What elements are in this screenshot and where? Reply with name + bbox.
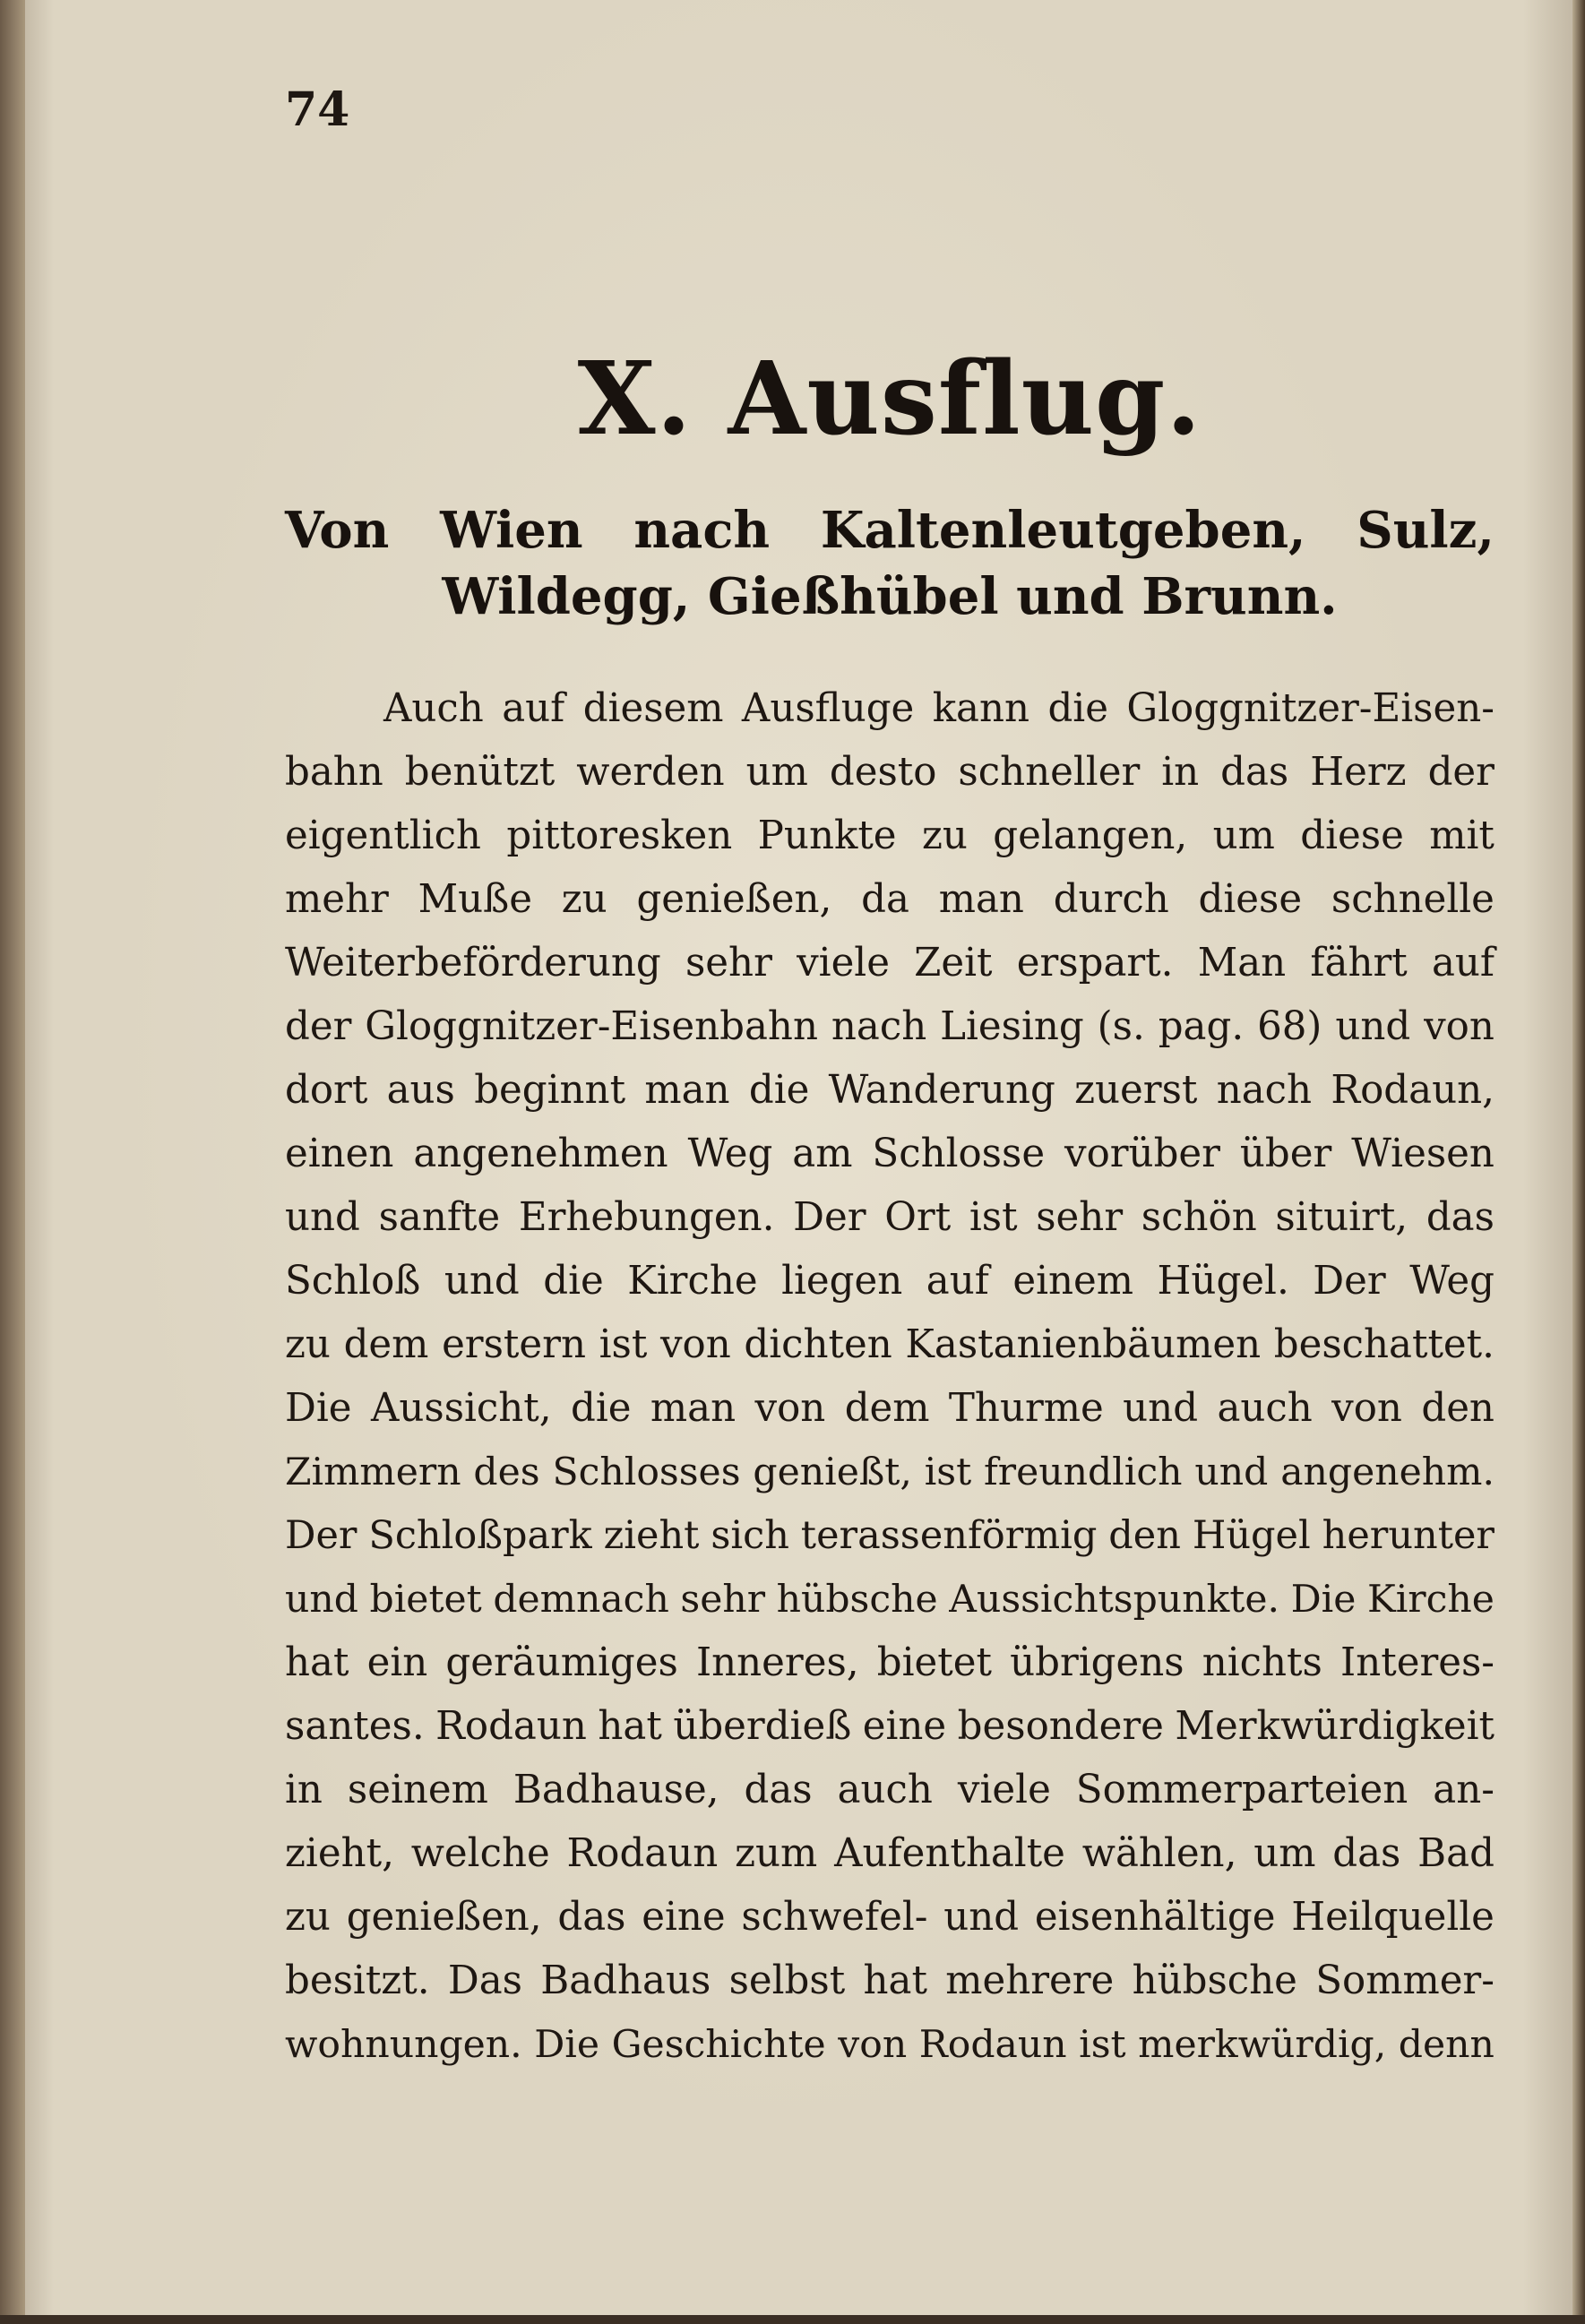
word: Schloß [285, 1259, 421, 1304]
text-line [285, 1377, 1495, 1441]
word: überdieß [673, 1704, 852, 1749]
word: Thurme [948, 1386, 1104, 1431]
word: in [285, 1768, 323, 1812]
word: von [1424, 1004, 1495, 1049]
page-edge [1572, 0, 1585, 2324]
word: Die [1290, 1578, 1357, 1622]
word: erspart. [1016, 941, 1174, 986]
word: von [754, 1386, 826, 1431]
word: nichts [1202, 1640, 1322, 1685]
word: Wiesen [1351, 1132, 1495, 1176]
word: da [861, 877, 909, 922]
word: zu [285, 1895, 331, 1940]
word: benützt [404, 750, 556, 795]
text-line [285, 1313, 1495, 1377]
word: Rodaun [918, 2023, 1067, 2067]
word: Sommer- [1315, 1958, 1495, 2003]
word: hübsche [1132, 1958, 1297, 2003]
word: an- [1433, 1768, 1495, 1812]
text-line [285, 1059, 1495, 1123]
word: Schlosses [552, 1450, 741, 1494]
word: Rodaun [435, 1704, 587, 1749]
word: 68) [1257, 1004, 1322, 1049]
word: merkwürdig, [1138, 2023, 1387, 2067]
word: Kirche [1366, 1578, 1495, 1622]
word: Die [285, 1386, 352, 1431]
word: (s. [1097, 1004, 1145, 1049]
text-line [285, 868, 1495, 932]
word: am [792, 1132, 853, 1176]
word: eisenhältige [1034, 1895, 1276, 1940]
word: von [838, 2023, 908, 2067]
word: die [1047, 686, 1108, 731]
word: und [444, 1259, 520, 1304]
word: selbst [728, 1958, 846, 2003]
word: Der [793, 1195, 866, 1240]
page-bottom-edge [0, 2315, 1585, 2324]
text-line [285, 1759, 1495, 1822]
word: Hügel. [1157, 1259, 1289, 1304]
word: hat [863, 1958, 927, 2003]
word: Weg [687, 1132, 773, 1176]
word: Die [534, 2023, 600, 2067]
word: des [473, 1450, 540, 1494]
word: nach [1216, 1068, 1313, 1113]
word: sehr [1036, 1195, 1124, 1240]
word: fährt [1310, 941, 1408, 986]
word: die [571, 1386, 632, 1431]
word: Der [1313, 1259, 1386, 1304]
word: übrigens [1010, 1640, 1184, 1685]
word: angenehmen [413, 1132, 668, 1176]
word: ist [969, 1195, 1018, 1240]
subtitle-word: Wien [440, 501, 583, 560]
word: besitzt. [285, 1958, 430, 2003]
word: mit [1429, 813, 1495, 858]
word: nach [831, 1004, 927, 1049]
word: und [1335, 1004, 1411, 1049]
word: Wanderung [828, 1068, 1055, 1113]
text-line [285, 1186, 1495, 1250]
word: das [1332, 1831, 1401, 1876]
subtitle-word: Kaltenleutgeben, [820, 501, 1306, 560]
subtitle-line-2: Wildegg, Gießhübel und Brunn. [442, 567, 1338, 626]
word: seinem [347, 1768, 488, 1812]
word: von [659, 1322, 731, 1367]
chapter-title: X. Ausflug. [577, 340, 1202, 458]
word: Der [285, 1513, 357, 1558]
word: eine [862, 1704, 947, 1749]
word: Auch [383, 686, 484, 731]
word: denn [1398, 2023, 1495, 2067]
word: auf [1431, 941, 1495, 986]
word: genießt, [753, 1450, 912, 1494]
word: schön [1141, 1195, 1257, 1240]
word: genießen, [346, 1895, 542, 1940]
word: um [1253, 1831, 1316, 1876]
word: der [1427, 750, 1495, 795]
word: den [1108, 1513, 1181, 1558]
word: viele [797, 941, 890, 986]
word: diese [1198, 877, 1303, 922]
word: in [1161, 750, 1200, 795]
word: terassenförmig [800, 1513, 1098, 1558]
word: angenehm. [1280, 1450, 1495, 1494]
binding-edge [0, 0, 25, 2324]
word: vorüber [1064, 1132, 1220, 1176]
word: und [1123, 1386, 1199, 1431]
word: freundlich [984, 1450, 1183, 1494]
word: um [1212, 813, 1275, 858]
word: ist [599, 1322, 648, 1367]
word: hat [285, 1640, 349, 1685]
word: der [285, 1004, 352, 1049]
text-line [285, 1441, 1495, 1504]
word: eine [642, 1895, 726, 1940]
word: Inneres, [695, 1640, 859, 1685]
text-line [285, 1504, 1495, 1568]
word: Muße [418, 877, 532, 922]
word: Zimmern [285, 1450, 461, 1494]
word: Badhause, [513, 1768, 719, 1812]
word: über [1239, 1132, 1332, 1176]
word: schneller [958, 750, 1141, 795]
word: pittoresken [506, 813, 733, 858]
word: Aussichtspunkte. [949, 1578, 1280, 1622]
text-line [285, 1822, 1495, 1886]
word: man [650, 1386, 737, 1431]
word: Bad [1417, 1831, 1495, 1876]
word: bietet [369, 1578, 482, 1622]
word: werden [576, 750, 725, 795]
word: viele [957, 1768, 1051, 1812]
word: diesem [582, 686, 724, 731]
word: welche [410, 1831, 550, 1876]
word: sich [711, 1513, 789, 1558]
word: santes. [285, 1704, 425, 1749]
word: bietet [876, 1640, 992, 1685]
word: und [285, 1578, 358, 1622]
word: hat [598, 1704, 662, 1749]
word: diese [1300, 813, 1404, 858]
word: Erhebungen. [518, 1195, 775, 1240]
word: Punkte [757, 813, 897, 858]
word: Kastanienbäumen [905, 1322, 1262, 1367]
word: gelangen, [993, 813, 1188, 858]
word: zuerst [1074, 1068, 1198, 1113]
word: zum [735, 1831, 818, 1876]
text-line [285, 1950, 1495, 2013]
text-line [285, 805, 1495, 868]
word: zieht, [285, 1831, 394, 1876]
word: auf [502, 686, 565, 731]
word: demnach [493, 1578, 669, 1622]
word: Gloggnitzer-Eisenbahn [365, 1004, 818, 1049]
word: Gloggnitzer-Eisen- [1126, 686, 1495, 731]
word: dort [285, 1068, 368, 1113]
word: Badhaus [540, 1958, 711, 2003]
word: die [748, 1068, 810, 1113]
word: liegen [781, 1259, 903, 1304]
word: geräumiges [445, 1640, 678, 1685]
word: um [745, 750, 808, 795]
word: von [1331, 1386, 1402, 1431]
word: das [744, 1768, 813, 1812]
word: das [1220, 750, 1289, 795]
word: Rodaun [566, 1831, 719, 1876]
text-line [285, 995, 1495, 1059]
text-line [285, 1631, 1495, 1695]
text-line [285, 1123, 1495, 1186]
word: das [557, 1895, 626, 1940]
page-number: 74 [285, 82, 350, 137]
subtitle-word: Von [285, 501, 390, 560]
word: schnelle [1331, 877, 1495, 922]
word: ein [366, 1640, 428, 1685]
chapter-subtitle [285, 497, 1495, 630]
word: Das [447, 1958, 522, 2003]
text-line [285, 741, 1495, 805]
word: Zeit [914, 941, 993, 986]
word: sehr [685, 941, 772, 986]
word: bahn [285, 750, 383, 795]
subtitle-line-1 [285, 497, 1495, 564]
word: einen [285, 1132, 394, 1176]
word: Ort [884, 1195, 952, 1240]
word: eigentlich [285, 813, 481, 858]
word: Aussicht, [370, 1386, 552, 1431]
word: wählen, [1081, 1831, 1237, 1876]
word: zu [921, 813, 968, 858]
word: Rodaun, [1331, 1068, 1495, 1113]
word: Schloßpark [368, 1513, 592, 1558]
text-line [285, 1695, 1495, 1759]
text-line [285, 932, 1495, 995]
word: sanfte [378, 1195, 501, 1240]
word: den [1421, 1386, 1495, 1431]
text-line [285, 677, 1495, 741]
word: situirt, [1275, 1195, 1408, 1240]
word: herunter [1322, 1513, 1495, 1558]
word: Liesing [940, 1004, 1084, 1049]
word: wohnungen. [285, 2023, 522, 2067]
word: Weiterbeförderung [285, 941, 661, 986]
word: zu [561, 877, 607, 922]
word: auf [926, 1259, 989, 1304]
word: und [1194, 1450, 1269, 1494]
word: einem [1012, 1259, 1133, 1304]
word: erstern [442, 1322, 586, 1367]
word: das [1426, 1195, 1495, 1240]
word: zieht [603, 1513, 700, 1558]
word: auch [1217, 1386, 1313, 1431]
word: Geschichte [611, 2023, 826, 2067]
word: Man [1197, 941, 1287, 986]
word: mehrere [945, 1958, 1115, 2003]
word: beschattet. [1273, 1322, 1495, 1367]
subtitle-word: nach [633, 501, 771, 560]
word: schwefel- [741, 1895, 928, 1940]
word: aus [386, 1068, 455, 1113]
word: pag. [1158, 1004, 1245, 1049]
word: Hügel [1192, 1513, 1311, 1558]
word: Sommerparteien [1075, 1768, 1408, 1812]
word: die [543, 1259, 604, 1304]
word: ist [1079, 2023, 1126, 2067]
word: dem [343, 1322, 429, 1367]
text-line [285, 1250, 1495, 1313]
word: Heilquelle [1291, 1895, 1495, 1940]
text-line [285, 1886, 1495, 1950]
word: Schlosse [872, 1132, 1046, 1176]
word: Merkwürdigkeit [1175, 1704, 1495, 1749]
word: ist [924, 1450, 972, 1494]
word: und [943, 1895, 1020, 1940]
word: man [938, 877, 1024, 922]
word: Weg [1409, 1259, 1495, 1304]
word: genießen, [636, 877, 832, 922]
word: beginnt [474, 1068, 626, 1113]
word: durch [1053, 877, 1169, 922]
word: sehr [680, 1578, 766, 1622]
subtitle-word: Sulz, [1357, 501, 1495, 560]
text-line [285, 1568, 1495, 1631]
text-line [285, 2013, 1495, 2077]
word: man [644, 1068, 730, 1113]
word: zu [285, 1322, 331, 1367]
word: hübsche [776, 1578, 938, 1622]
word: besondere [957, 1704, 1164, 1749]
word: Herz [1310, 750, 1407, 795]
body-text [285, 677, 1495, 2077]
word: kann [932, 686, 1030, 731]
word: desto [829, 750, 937, 795]
word: mehr [285, 877, 389, 922]
word: dichten [744, 1322, 892, 1367]
word: Kirche [627, 1259, 758, 1304]
word: und [285, 1195, 360, 1240]
word: dem [844, 1386, 930, 1431]
word: Interes- [1340, 1640, 1495, 1685]
word: Aufenthalte [834, 1831, 1065, 1876]
word: Ausfluge [741, 686, 915, 731]
word: auch [837, 1768, 933, 1812]
